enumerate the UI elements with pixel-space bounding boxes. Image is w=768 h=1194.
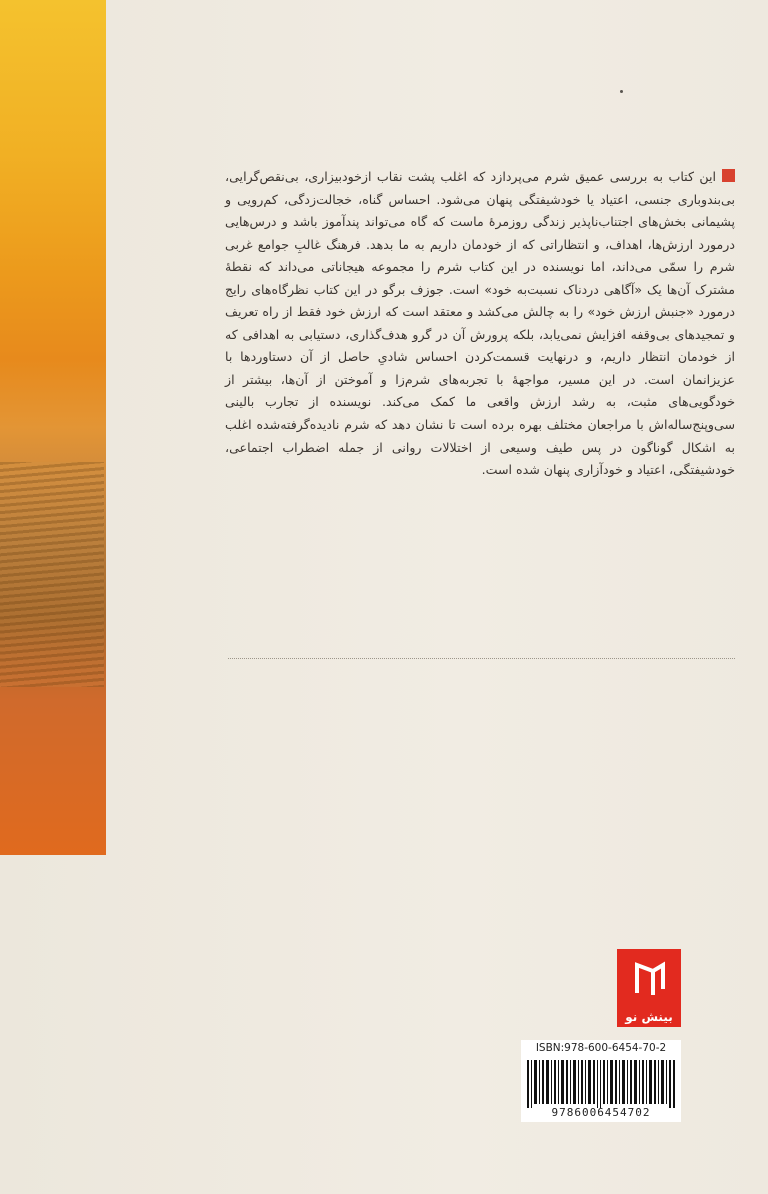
barcode bbox=[521, 1040, 681, 1122]
cover-photo-strip bbox=[0, 0, 106, 855]
book-description bbox=[225, 166, 735, 482]
publisher-logo bbox=[617, 949, 681, 1027]
publisher-name: بینش نو bbox=[617, 1007, 681, 1027]
publisher-logo-icon bbox=[617, 949, 681, 1009]
barcode-bars-icon bbox=[527, 1060, 675, 1108]
wheat-field-image bbox=[0, 462, 104, 687]
barcode-number: 9786006454702 bbox=[551, 1106, 651, 1119]
decorative-dot bbox=[620, 90, 623, 93]
dotted-divider bbox=[228, 658, 735, 659]
paragraph-marker-icon bbox=[722, 169, 735, 182]
description-text: این کتاب به بررسی عمیق شرم می‌پردازد که اغلب پشت نقاب ازخودبیزاری، بی‌نقص‌گرایی، بی‌بندوباری جنسی، اعتیاد یا خودشیفتگی پنهان می‌شود. احساس گناه، خجالت‌زدگی، کم‌رویی و پشیمانی بخش‌های اجتناب‌ناپذیر زندگی روزمرهٔ ماست که گاه می‌تواند پندآموز باشد و درس‌هایی درمورد ارزش‌ها، اهداف، و انتظاراتی که از خودمان داریم به ما بدهد. فرهنگ غالبِ جوامع غربی شرم را سمّی می‌داند، اما نویسنده در این کتاب شرم را مجموعه هیجاناتی می‌داند که نقطهٔ مشترک آن‌ها یک «آگاهی دردناک نسبت‌به خود» است. جوزف برگو در این کتاب نظرگاه‌های رایج درمورد «جنبش ارزش خود» را به چالش می‌کشد و معتقد است که ارزش خود فقط از راه تعریف و تمجیدهای بی‌وقفه افزایش نمی‌یابد، بلکه پرورش آن در گرو هدف‌گذاری، دستیابی به اهدافی که از خودمان انتظار داریم، و درنهایت قسمت‌کردن احساس شادیِ حاصل از آن دستاوردها با عزیزانمان است. در این مسیر، مواجههٔ با تجربه‌های شرم‌زا و آموختن از آن‌ها، بیشتر از خودگویی‌های مثبت، به رشد ارزش واقعی ما کمک می‌کند. نویسنده از تجارب بالینی سی‌وپنج‌ساله‌اش با مراجعان مختلف بهره برده است تا نشان دهد که شرم نادیده‌گرفته‌شده اغلب به اشکال گوناگون در پس طیف وسیعی از اختلالات روانی از جمله اضطراب اجتماعی، خودشیفتگی، اعتیاد و خودآزاری پنهان شده است. bbox=[225, 169, 735, 478]
isbn-label: ISBN:978-600-6454-70-2 bbox=[535, 1042, 667, 1054]
